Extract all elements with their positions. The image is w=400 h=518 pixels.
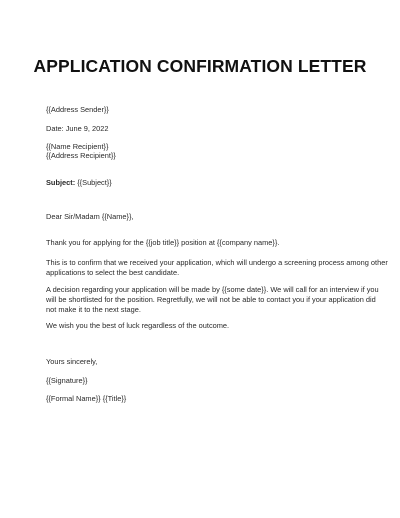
letter-date: Date: June 9, 2022 (46, 124, 109, 133)
subject-line (46, 178, 112, 188)
paragraph-line: A decision regarding your application will be made by {{some date}}. We will call for an interview if you (46, 285, 379, 294)
paragraph-line: Thank you for applying for the {{job title}} position at {{company name}}. (46, 238, 280, 247)
closing: Yours sincerely, (46, 357, 98, 366)
address-recipient: {{Address Recipient}} (46, 151, 116, 160)
salutation: Dear Sir/Madam {{Name}}, (46, 212, 134, 221)
subject-label: Subject: (46, 178, 76, 187)
formal-name-title: {{Formal Name}} {{Title}} (46, 394, 127, 403)
paragraph-confirmation (46, 258, 388, 278)
subject-value: {{Subject}} (75, 178, 112, 187)
paragraph-decision (46, 285, 379, 316)
paragraph-line: will be shortlisted for the position. Regretfully, we will not be able to contact you if your application did (46, 295, 376, 305)
paragraph-line: not make it to the next stage. (46, 305, 141, 315)
name-recipient: {{Name Recipient}} (46, 142, 109, 151)
letter-title: APPLICATION CONFIRMATION LETTER (33, 56, 367, 76)
signature: {{Signature}} (46, 376, 88, 385)
paragraph-good-luck (46, 321, 364, 331)
paragraph-thank-you (46, 238, 364, 248)
paragraph-line: We wish you the best of luck regardless of the outcome. (46, 321, 230, 330)
paragraph-line: applications to select the best candidate. (46, 268, 180, 278)
paragraph-line: This is to confirm that we received your application, which will undergo a screening process among other (46, 258, 388, 267)
address-sender: {{Address Sender}} (46, 105, 109, 114)
